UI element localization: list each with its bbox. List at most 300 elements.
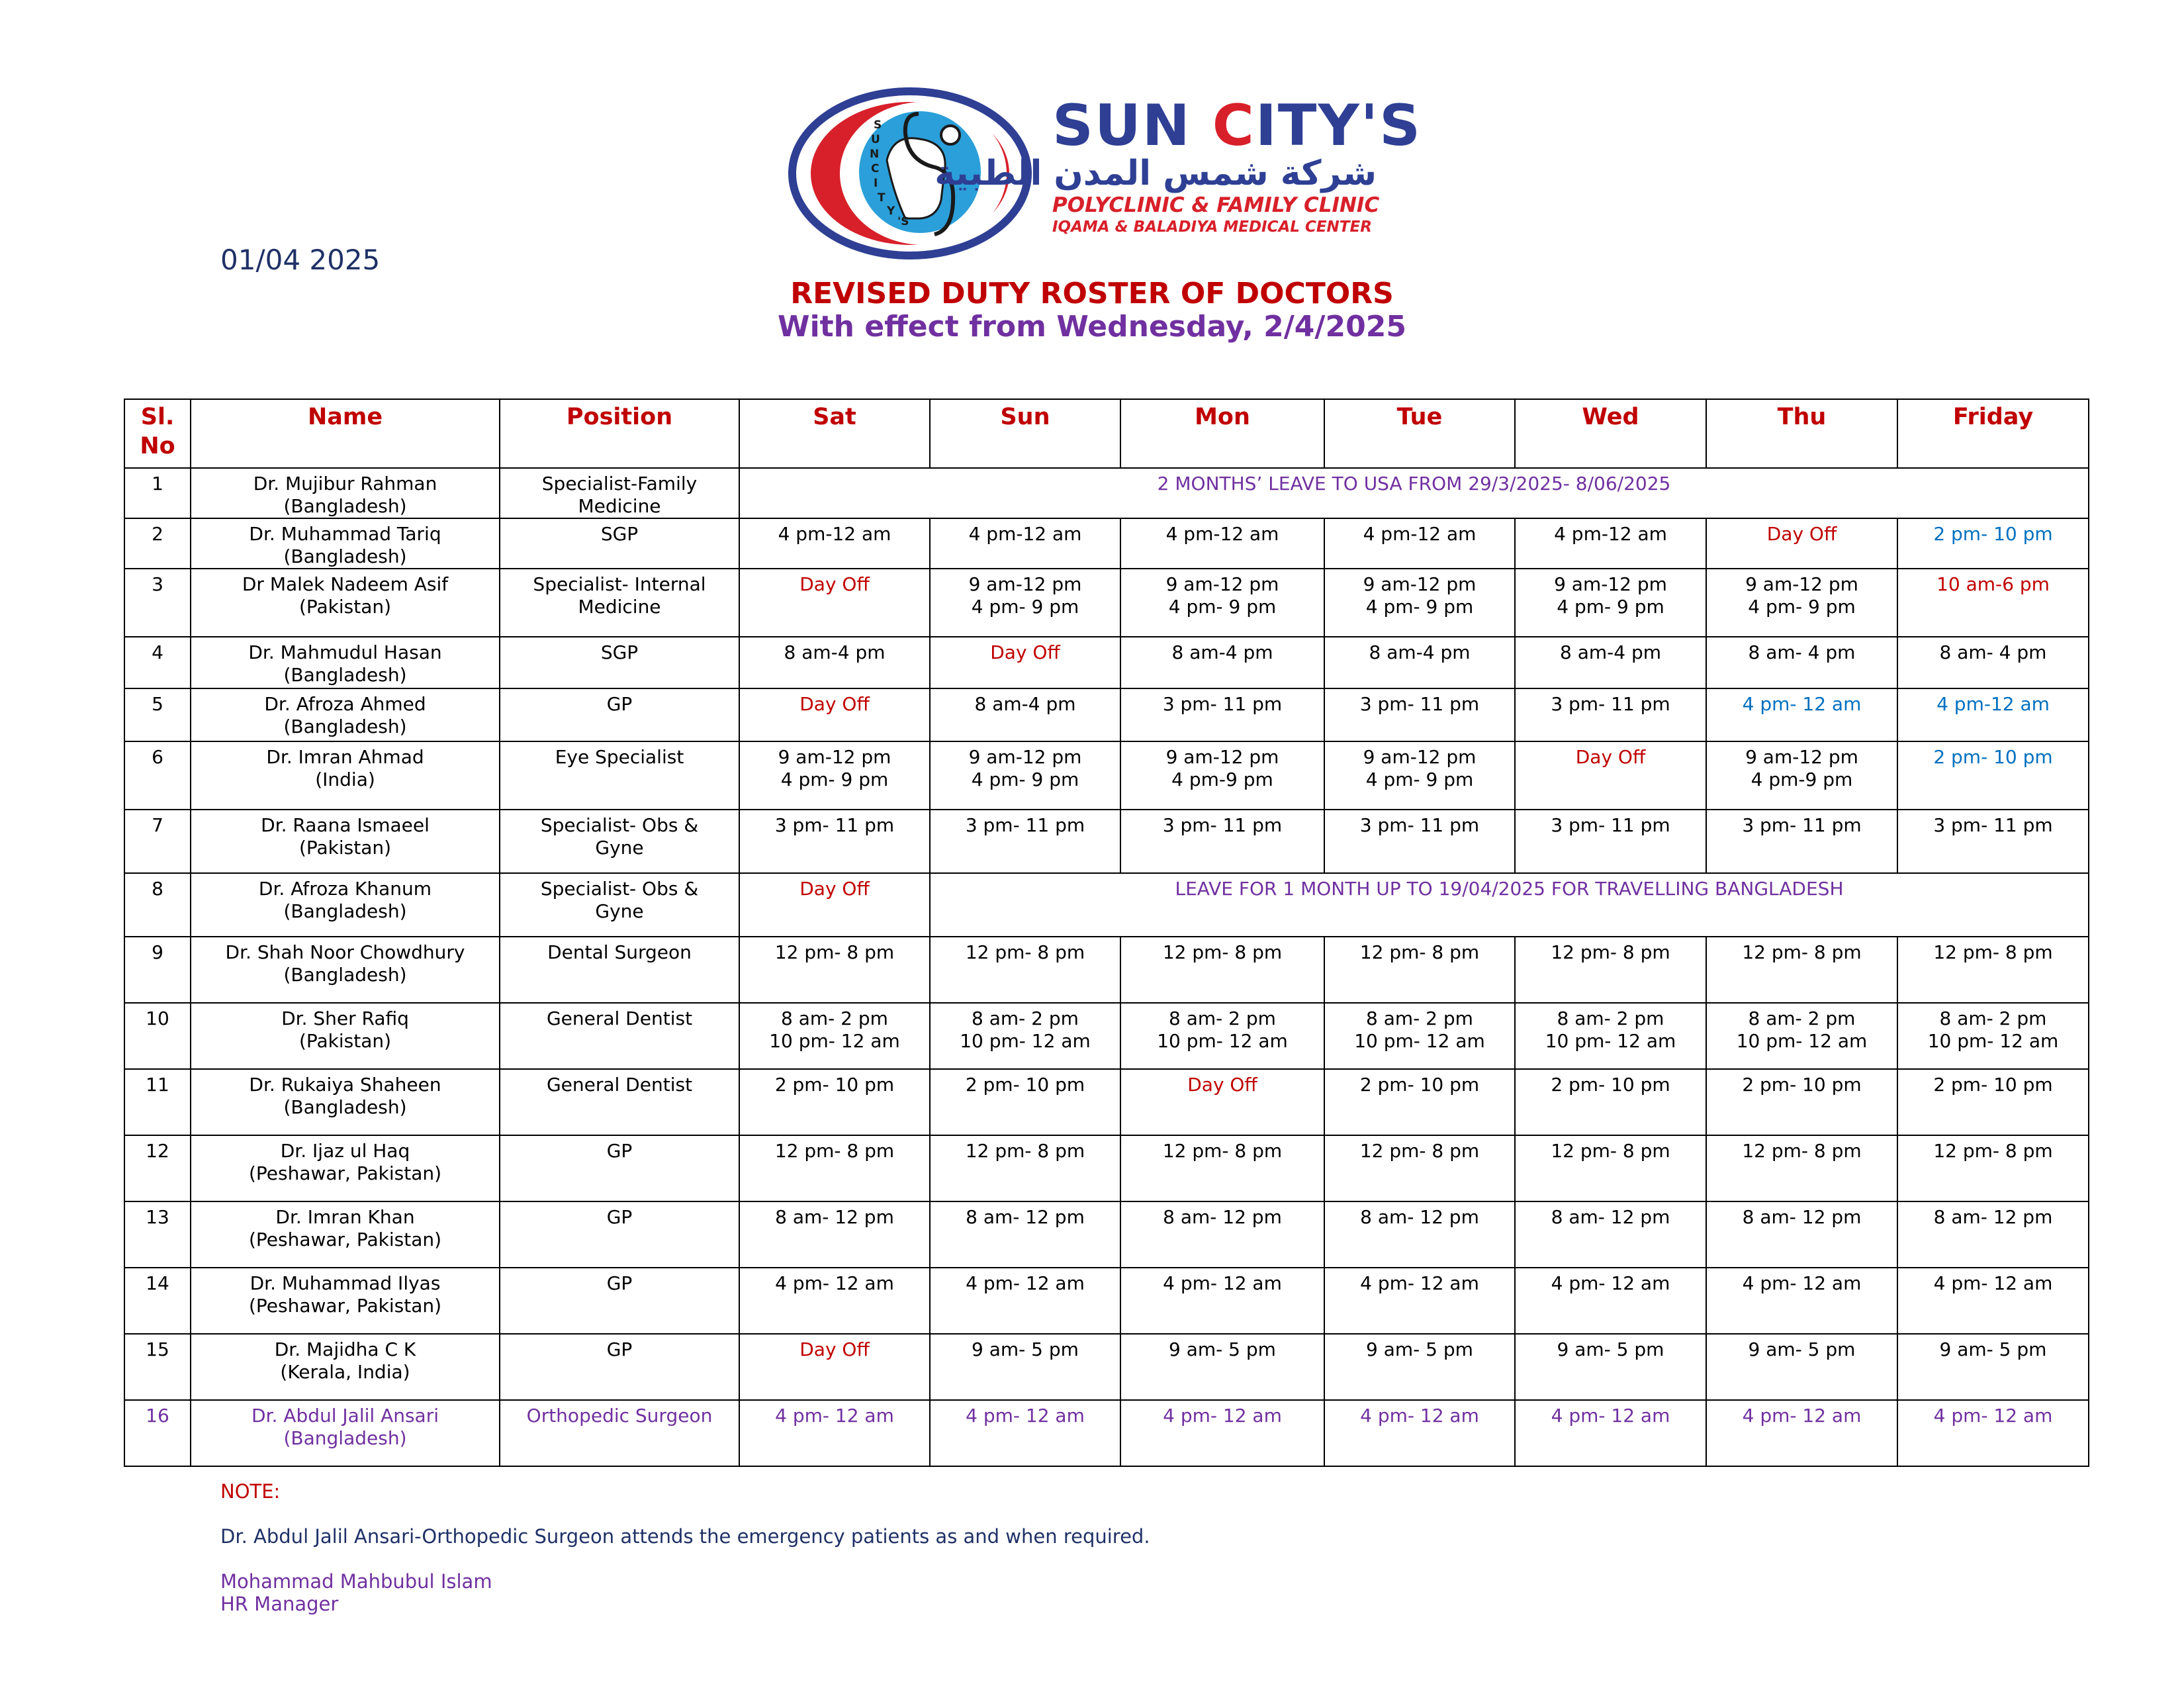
column-header: Position [500, 399, 739, 468]
shift-cell [739, 688, 930, 741]
shift-cell [1324, 688, 1515, 741]
shift-cell-line: 8 am- 2 pm [1366, 1008, 1473, 1029]
doctor-name-cell-line: Dr. Mahmudul Hasan [248, 641, 442, 663]
shift-cell-line: 12 pm- 8 pm [1742, 1140, 1862, 1162]
shift-cell [1515, 1268, 1706, 1334]
doctor-name-cell-line: (Peshawar, Pakistan) [248, 1162, 442, 1184]
column-header: Friday [1897, 399, 2089, 468]
position-cell-line: General Dentist [546, 1008, 693, 1029]
shift-cell [739, 1400, 930, 1466]
shift-cell [1120, 688, 1324, 741]
clinic-logo [788, 87, 1423, 259]
shift-cell [1897, 637, 2089, 688]
shift-cell-line: 9 am-12 pm [1165, 573, 1279, 595]
shift-cell [1324, 1003, 1515, 1069]
brand-tagline-2: IQAMA & BALADIYA MEDICAL CENTER [1052, 218, 1372, 236]
shift-cell-line: 9 am-12 pm [968, 573, 1082, 595]
position-cell [500, 1400, 739, 1466]
shift-cell-line: 10 pm- 12 am [1927, 1030, 2059, 1052]
shift-cell [1324, 1069, 1515, 1135]
shift-cell-line: 8 am-4 pm [1559, 641, 1661, 663]
shift-cell [1706, 688, 1897, 741]
shift-cell-line: 12 pm- 8 pm [1933, 941, 2053, 963]
shift-cell [739, 1268, 930, 1334]
shift-cell [1324, 937, 1515, 1003]
shift-cell [1515, 637, 1706, 688]
shift-cell-line: Day Off [799, 693, 870, 715]
shift-cell-line: 3 pm- 11 pm [1162, 814, 1283, 836]
shift-cell-line: 9 am- 5 pm [1557, 1338, 1664, 1360]
shift-cell [1706, 637, 1897, 688]
shift-cell [930, 569, 1120, 637]
shift-cell [1324, 569, 1515, 637]
shift-cell-line: 8 am- 12 pm [1360, 1206, 1479, 1228]
shift-cell [1706, 1135, 1897, 1201]
doctor-name-cell-line: Dr. Raana Ismaeel [261, 814, 430, 836]
position-cell-line: GP [606, 693, 633, 715]
shift-cell-line: 4 pm- 9 pm [1168, 596, 1277, 618]
shift-cell [739, 873, 930, 937]
position-cell-line: GP [606, 1140, 633, 1162]
shift-cell-line: 4 pm- 9 pm [1748, 596, 1856, 618]
doctor-name-cell-line: Dr. Mujibur Rahman [253, 473, 437, 494]
shift-cell-line: 8 am- 12 pm [1742, 1206, 1862, 1228]
shift-cell [739, 937, 930, 1003]
shift-cell-line: 4 pm- 12 am [1551, 1405, 1670, 1427]
shift-cell-line: 4 pm-12 am [778, 523, 891, 545]
position-cell-line: Gyne [595, 900, 644, 922]
shift-cell-line: 4 pm- 12 am [966, 1405, 1085, 1427]
shift-cell [1515, 1201, 1706, 1268]
shift-cell-line: 10 pm- 12 am [1354, 1030, 1485, 1052]
shift-cell-line: 4 pm- 12 am [966, 1272, 1085, 1294]
table-row [124, 741, 2089, 810]
shift-cell [1706, 518, 1897, 569]
position-cell [500, 873, 739, 937]
shift-cell-line: 8 am-4 pm [1369, 641, 1471, 663]
position-cell-line: Gyne [595, 837, 644, 859]
shift-cell [1515, 569, 1706, 637]
column-header: Wed [1515, 399, 1706, 468]
position-cell [500, 810, 739, 873]
position-cell-line: Specialist- Internal [533, 573, 706, 595]
shift-cell [1324, 637, 1515, 688]
shift-cell-line: 4 pm-9 pm [1171, 769, 1273, 790]
doctor-name-cell [191, 810, 500, 873]
shift-cell-line: 9 am-12 pm [968, 746, 1082, 768]
doctor-name-cell-line: (India) [315, 769, 375, 790]
svg-text:Y: Y [887, 205, 895, 218]
serial-number-cell: 14 [124, 1268, 191, 1334]
shift-cell-line: 12 pm- 8 pm [1551, 941, 1670, 963]
shift-cell [1515, 688, 1706, 741]
shift-cell [1324, 1268, 1515, 1334]
shift-cell [1120, 1003, 1324, 1069]
shift-cell-line: 9 am- 5 pm [1748, 1338, 1856, 1360]
shift-cell [1706, 741, 1897, 810]
doctor-name-cell [191, 1201, 500, 1268]
doctor-name-cell-line: Dr. Ijaz ul Haq [280, 1140, 410, 1162]
doctor-name-cell [191, 468, 500, 518]
shift-cell-line: 4 pm- 12 am [1360, 1405, 1479, 1427]
column-header: Sl. No [124, 399, 191, 468]
table-row [124, 518, 2089, 569]
shift-cell-line: 9 am-12 pm [1165, 746, 1279, 768]
shift-cell-line: 2 pm- 10 pm [1933, 746, 2053, 768]
table-row [124, 1069, 2089, 1135]
position-cell [500, 937, 739, 1003]
doctor-name-cell-line: Dr. Muhammad Ilyas [250, 1272, 441, 1294]
shift-cell [1706, 1334, 1897, 1400]
position-cell-line: Medicine [578, 596, 661, 618]
doctor-name-cell-line: Dr. Majidha C K [274, 1338, 416, 1360]
shift-cell-line: 4 pm- 9 pm [1365, 596, 1474, 618]
shift-cell [1706, 1268, 1897, 1334]
position-cell [500, 1334, 739, 1400]
note-label: NOTE: [220, 1480, 281, 1503]
shift-cell [1515, 1400, 1706, 1466]
shift-cell [739, 1201, 930, 1268]
shift-cell [1324, 1135, 1515, 1201]
column-header: Sat [739, 399, 930, 468]
shift-cell [1897, 1400, 2089, 1466]
shift-cell [930, 1003, 1120, 1069]
brand-tagline-1: POLYCLINIC & FAMILY CLINIC [1052, 193, 1380, 217]
doctor-name-cell [191, 1334, 500, 1400]
doctor-name-cell-line: Dr. Shah Noor Chowdhury [225, 941, 465, 963]
shift-cell-line: 3 pm- 11 pm [1933, 814, 2053, 836]
shift-cell-line: 4 pm- 12 am [1551, 1272, 1670, 1294]
shift-cell-line: Day Off [799, 573, 870, 595]
shift-cell-line: 9 am-12 pm [1363, 746, 1477, 768]
shift-cell-line: 12 pm- 8 pm [1933, 1140, 2053, 1162]
serial-number-cell: 2 [124, 518, 191, 569]
shift-cell-line: 4 pm-12 am [1936, 693, 2050, 715]
shift-cell-line: 8 am- 12 pm [1163, 1206, 1282, 1228]
serial-number-cell: 10 [124, 1003, 191, 1069]
shift-cell [1324, 1334, 1515, 1400]
shift-cell [739, 741, 930, 810]
shift-cell [1515, 1334, 1706, 1400]
serial-number-cell: 4 [124, 637, 191, 688]
shift-cell-line: 8 am- 4 pm [1748, 641, 1856, 663]
shift-cell [1706, 810, 1897, 873]
position-cell-line: Specialist-Family [541, 473, 698, 494]
serial-number-cell: 13 [124, 1201, 191, 1268]
shift-cell-line: 8 am- 2 pm [1748, 1008, 1856, 1029]
shift-cell [739, 1135, 930, 1201]
position-cell-line: Dental Surgeon [547, 941, 692, 963]
shift-cell-line: Day Off [799, 1338, 870, 1360]
shift-cell [1897, 1003, 2089, 1069]
shift-cell-line: 2 pm- 10 pm [1933, 1074, 2053, 1096]
signatory-role: HR Manager [220, 1593, 339, 1615]
shift-cell-line: 4 pm-9 pm [1751, 769, 1853, 790]
shift-cell [930, 810, 1120, 873]
svg-text:N: N [870, 148, 880, 161]
shift-cell-line: Day Off [1575, 746, 1646, 768]
shift-cell-line: 4 pm- 9 pm [971, 596, 1079, 618]
doctor-name-cell-line: Dr. Imran Khan [275, 1206, 415, 1228]
shift-cell-line: 9 am- 5 pm [1939, 1338, 2047, 1360]
doctor-name-cell [191, 1003, 500, 1069]
shift-cell-line: 9 am- 5 pm [1366, 1338, 1473, 1360]
position-cell [500, 1135, 739, 1201]
doctor-name-cell [191, 1069, 500, 1135]
shift-cell-line: 8 am- 12 pm [1551, 1206, 1670, 1228]
position-cell [500, 637, 739, 688]
shift-cell [930, 1069, 1120, 1135]
shift-cell-line: 4 pm- 12 am [1360, 1272, 1479, 1294]
column-header: Name [191, 399, 500, 468]
doctor-name-cell-line: (Bangladesh) [283, 545, 407, 567]
doctor-name-cell-line: (Bangladesh) [283, 1096, 407, 1118]
doctor-name-cell [191, 1400, 500, 1466]
shift-cell [739, 637, 930, 688]
shift-cell-line: 3 pm- 11 pm [965, 814, 1085, 836]
serial-number-cell: 12 [124, 1135, 191, 1201]
doctor-name-cell [191, 873, 500, 937]
position-cell-line: SGP [600, 641, 639, 663]
position-cell-line: Medicine [578, 495, 661, 517]
doctor-name-cell [191, 1135, 500, 1201]
doctor-name-cell [191, 937, 500, 1003]
position-cell [500, 1069, 739, 1135]
shift-cell-line: 10 pm- 12 am [1545, 1030, 1676, 1052]
shift-cell-line: 10 pm- 12 am [960, 1030, 1091, 1052]
shift-cell [930, 518, 1120, 569]
shift-cell-line: 8 am-4 pm [784, 641, 886, 663]
note-text: Dr. Abdul Jalil Ansari-Orthopedic Surgeon attends the emergency patients as and when required. [220, 1525, 1150, 1548]
shift-cell [1706, 937, 1897, 1003]
position-cell [500, 518, 739, 569]
shift-cell [930, 688, 1120, 741]
brand-arabic-name: شركة شمس المدن الطبية [934, 154, 1377, 193]
shift-cell [1120, 1069, 1324, 1135]
shift-cell [1897, 810, 2089, 873]
shift-cell [1120, 810, 1324, 873]
shift-cell [1897, 1201, 2089, 1268]
doctor-name-cell-line: (Pakistan) [298, 837, 392, 859]
shift-cell [1120, 1201, 1324, 1268]
shift-cell [930, 741, 1120, 810]
serial-number-cell: 6 [124, 741, 191, 810]
shift-cell-line: 8 am- 12 pm [1933, 1206, 2053, 1228]
shift-cell-line: 3 pm- 11 pm [774, 814, 895, 836]
shift-cell-line: 9 am-12 pm [1745, 746, 1858, 768]
svg-text:S: S [874, 118, 882, 132]
shift-cell-line: 8 am- 2 pm [1169, 1008, 1276, 1029]
shift-cell-line: 4 pm-12 am [968, 523, 1082, 545]
shift-cell [930, 937, 1120, 1003]
doctor-name-cell-line: (Bangladesh) [283, 900, 407, 922]
shift-cell [1324, 518, 1515, 569]
shift-cell [930, 1268, 1120, 1334]
shift-cell-line: 4 pm-12 am [1165, 523, 1279, 545]
shift-cell [739, 810, 930, 873]
shift-cell [1515, 741, 1706, 810]
shift-cell-line: 4 pm- 9 pm [780, 769, 889, 790]
doctor-name-cell [191, 741, 500, 810]
shift-cell-line: 2 pm- 10 pm [1551, 1074, 1670, 1096]
doctor-name-cell-line: Dr Malek Nadeem Asif [242, 573, 449, 595]
column-header: Tue [1324, 399, 1515, 468]
doctor-name-cell [191, 569, 500, 637]
doctor-name-cell-line: (Bangladesh) [283, 664, 407, 686]
table-row [124, 937, 2089, 1003]
shift-cell-line: 4 pm- 12 am [1163, 1405, 1282, 1427]
shift-cell-line: 12 pm- 8 pm [1551, 1140, 1670, 1162]
shift-cell-line: 2 pm- 10 pm [1933, 523, 2053, 545]
table-row [124, 1201, 2089, 1268]
doctor-name-cell-line: (Pakistan) [298, 596, 392, 618]
shift-cell-line: 4 pm- 12 am [1933, 1405, 2053, 1427]
shift-cell [1515, 1069, 1706, 1135]
shift-cell-line: 8 am- 12 pm [775, 1206, 894, 1228]
doctor-name-cell-line: Dr. Sher Rafiq [281, 1008, 409, 1029]
shift-cell-line: 8 am- 2 pm [972, 1008, 1079, 1029]
shift-cell-line: 4 pm- 9 pm [1557, 596, 1664, 618]
shift-cell-line: 12 pm- 8 pm [965, 941, 1085, 963]
shift-cell-line: 12 pm- 8 pm [1742, 941, 1862, 963]
shift-cell-line: 4 pm- 12 am [775, 1405, 894, 1427]
shift-cell [930, 1400, 1120, 1466]
doctor-name-cell-line: (Kerala, India) [280, 1361, 410, 1383]
table-row [124, 569, 2089, 637]
shift-cell [1897, 1268, 2089, 1334]
shift-cell-line: 3 pm- 11 pm [1162, 693, 1283, 715]
serial-number-cell: 7 [124, 810, 191, 873]
document-date: 01/04 2025 [220, 244, 381, 276]
doctor-name-cell-line: (Peshawar, Pakistan) [248, 1295, 442, 1317]
shift-cell [1324, 1201, 1515, 1268]
position-cell-line: Specialist- Obs & [540, 814, 699, 836]
position-cell-line: SGP [600, 523, 639, 545]
shift-cell [1120, 1334, 1324, 1400]
table-row [124, 873, 2089, 937]
doctor-name-cell-line: Dr. Rukaiya Shaheen [249, 1074, 441, 1096]
serial-number-cell: 1 [124, 468, 191, 518]
shift-cell [1120, 518, 1324, 569]
shift-cell-line: 8 am- 2 pm [1939, 1008, 2047, 1029]
svg-text:C: C [871, 162, 880, 175]
table-row [124, 688, 2089, 741]
shift-cell-line: 4 pm- 12 am [1933, 1272, 2053, 1294]
document-title: REVISED DUTY ROSTER OF DOCTORS [790, 277, 1394, 310]
shift-cell [739, 569, 930, 637]
shift-cell [1120, 937, 1324, 1003]
svg-text:T: T [878, 191, 886, 205]
shift-cell-line: 4 pm-12 am [1363, 523, 1477, 545]
serial-number-cell: 8 [124, 873, 191, 937]
shift-cell-line: 2 pm- 10 pm [965, 1074, 1085, 1096]
shift-cell [739, 518, 930, 569]
position-cell-line: General Dentist [546, 1074, 693, 1096]
table-row [124, 1003, 2089, 1069]
shift-cell-line: 12 pm- 8 pm [1162, 941, 1283, 963]
shift-cell-line: 3 pm- 11 pm [1551, 693, 1670, 715]
doctor-name-cell-line: Dr. Afroza Khanum [258, 878, 432, 900]
shift-cell-line: 8 am-4 pm [974, 693, 1076, 715]
shift-cell [1706, 569, 1897, 637]
position-cell [500, 1201, 739, 1268]
shift-cell-line: 9 am-12 pm [1554, 573, 1667, 595]
column-header: Mon [1120, 399, 1324, 468]
shift-cell-line: 8 am-4 pm [1171, 641, 1273, 663]
position-cell [500, 1268, 739, 1334]
shift-cell [1120, 1135, 1324, 1201]
shift-cell-line: 4 pm- 12 am [1742, 693, 1862, 715]
shift-cell [930, 1201, 1120, 1268]
shift-cell [1706, 1400, 1897, 1466]
doctor-name-cell-line: Dr. Afroza Ahmed [264, 693, 426, 715]
shift-cell-line: 12 pm- 8 pm [1162, 1140, 1283, 1162]
shift-cell [930, 1135, 1120, 1201]
shift-cell-line: 3 pm- 11 pm [1359, 814, 1480, 836]
shift-cell-line: 4 pm- 12 am [1742, 1272, 1862, 1294]
shift-cell-line: 4 pm- 12 am [1163, 1272, 1282, 1294]
shift-cell-line: 9 am- 5 pm [972, 1338, 1079, 1360]
shift-cell-line: 10 pm- 12 am [1736, 1030, 1868, 1052]
shift-cell [1120, 569, 1324, 637]
position-cell-line: Orthopedic Surgeon [526, 1405, 713, 1427]
shift-cell-line: 10 pm- 12 am [1157, 1030, 1288, 1052]
shift-cell [1120, 637, 1324, 688]
shift-cell [1897, 1334, 2089, 1400]
column-header: Thu [1706, 399, 1897, 468]
shift-cell [739, 1003, 930, 1069]
svg-text:I: I [874, 177, 878, 190]
shift-cell-line: 10 pm- 12 am [769, 1030, 900, 1052]
position-cell [500, 688, 739, 741]
doctor-name-cell-line: Dr. Abdul Jalil Ansari [251, 1405, 439, 1427]
brand-name: SUN CITY'S [1052, 93, 1422, 159]
doctor-name-cell-line: Dr. Imran Ahmad [266, 746, 424, 768]
table-row [124, 1334, 2089, 1400]
doctor-name-cell [191, 518, 500, 569]
serial-number-cell: 15 [124, 1334, 191, 1400]
position-cell-line: GP [606, 1206, 633, 1228]
serial-number-cell: 3 [124, 569, 191, 637]
shift-cell-line: 2 pm- 10 pm [1359, 1074, 1480, 1096]
column-header: Sun [930, 399, 1120, 468]
shift-cell-line: Day Off [1187, 1074, 1257, 1096]
shift-cell [1897, 1135, 2089, 1201]
shift-cell-line: 8 am- 12 pm [966, 1206, 1085, 1228]
shift-cell [1706, 1201, 1897, 1268]
shift-cell-line: 10 am-6 pm [1936, 573, 2050, 595]
doctor-name-cell-line: (Bangladesh) [283, 716, 407, 737]
document-subtitle: With effect from Wednesday, 2/4/2025 [778, 310, 1406, 344]
shift-cell-line: 4 pm- 12 am [1742, 1405, 1862, 1427]
shift-cell-line: 9 am-12 pm [1363, 573, 1477, 595]
shift-cell-line: 12 pm- 8 pm [1359, 941, 1480, 963]
table-row [124, 468, 2089, 518]
shift-cell [739, 1069, 930, 1135]
position-cell-line: Eye Specialist [555, 746, 684, 768]
doctor-name-cell [191, 1268, 500, 1334]
shift-cell [1324, 1400, 1515, 1466]
shift-cell [1706, 1069, 1897, 1135]
serial-number-cell: 9 [124, 937, 191, 1003]
table-row [124, 810, 2089, 873]
shift-cell-line: 3 pm- 11 pm [1551, 814, 1670, 836]
position-cell-line: Specialist- Obs & [540, 878, 699, 900]
shift-cell-line: 9 am- 5 pm [1169, 1338, 1276, 1360]
position-cell [500, 741, 739, 810]
shift-cell [930, 1334, 1120, 1400]
shift-cell [1120, 1268, 1324, 1334]
